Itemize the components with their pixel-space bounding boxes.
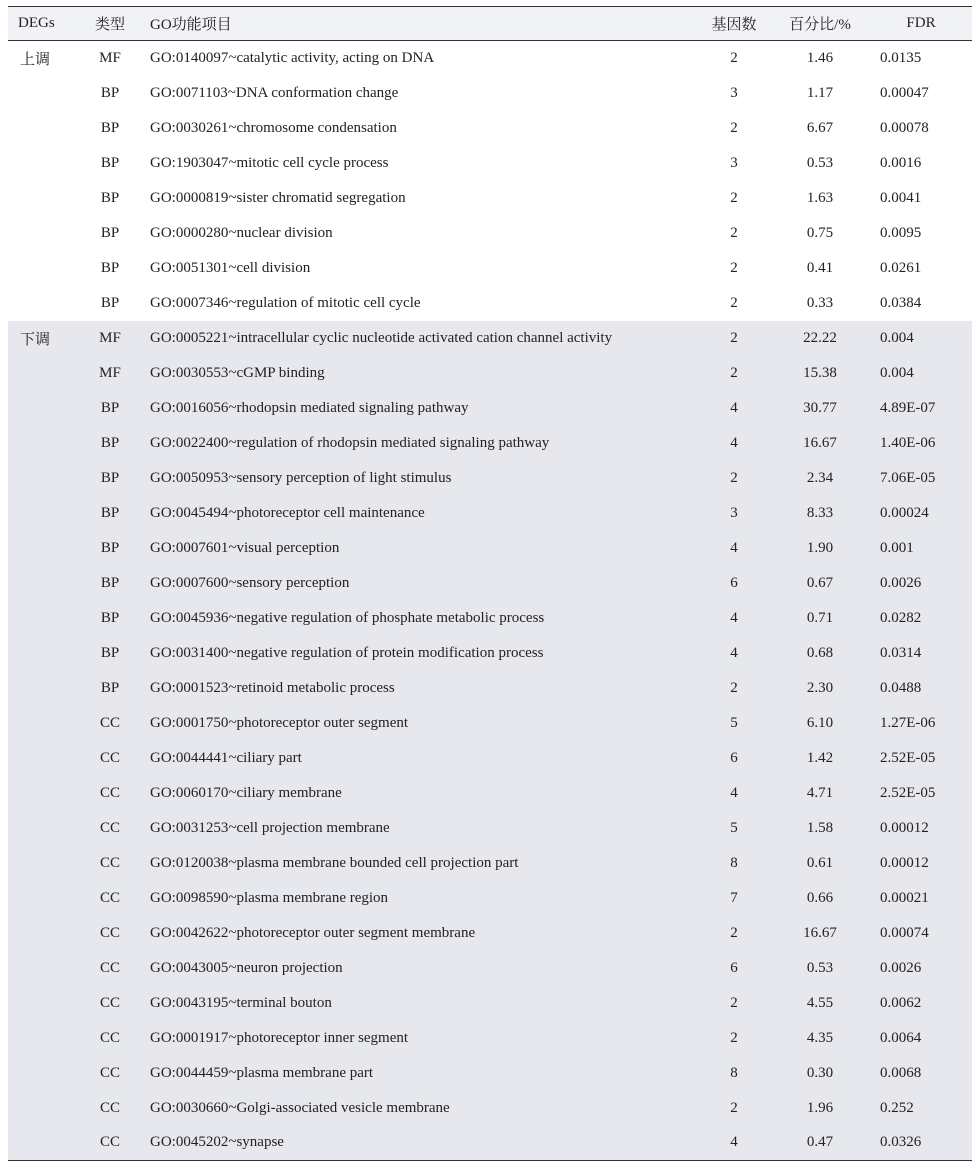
table-row — [8, 76, 972, 111]
cell-percent: 0.33 — [806, 294, 834, 311]
cell-go-term: GO:0051301~cell division — [150, 259, 311, 276]
cell-degs-group — [8, 986, 78, 1021]
cell-gene-count: 3 — [730, 154, 738, 171]
cell-percent: 0.61 — [806, 854, 834, 871]
cell-gene-count: 2 — [730, 924, 738, 941]
cell-type: BP — [100, 469, 120, 486]
cell-go-term: GO:0045936~negative regulation of phosphate metabolic process — [150, 609, 545, 626]
cell-go-term: GO:0060170~ciliary membrane — [150, 784, 342, 801]
cell-percent: 4.55 — [806, 994, 834, 1011]
cell-gene-count: 8 — [730, 854, 738, 871]
cell-degs-group — [8, 566, 78, 601]
cell-fdr: 0.001 — [880, 539, 914, 556]
table-row — [8, 1021, 972, 1056]
cell-go-term: GO:0050953~sensory perception of light stimulus — [150, 469, 452, 486]
cell-fdr: 0.0068 — [880, 1064, 922, 1081]
cell-go-term: GO:0042622~photoreceptor outer segment membrane — [150, 924, 476, 941]
cell-type: CC — [99, 819, 120, 836]
header-type: 类型 — [78, 7, 142, 41]
cell-gene-count: 8 — [730, 1064, 738, 1081]
cell-go-term: GO:0031400~negative regulation of protein modification process — [150, 644, 544, 661]
cell-percent: 0.66 — [806, 889, 834, 906]
cell-go-term: GO:0031253~cell projection membrane — [150, 819, 390, 836]
cell-gene-count: 2 — [730, 994, 738, 1011]
cell-percent: 0.75 — [806, 224, 834, 241]
cell-degs-group — [8, 1021, 78, 1056]
cell-go-term: GO:0045494~photoreceptor cell maintenance — [150, 504, 425, 521]
cell-fdr: 0.0016 — [880, 154, 922, 171]
cell-go-term: GO:0001523~retinoid metabolic process — [150, 679, 395, 696]
cell-go-term: GO:0001917~photoreceptor inner segment — [150, 1029, 409, 1046]
cell-go-term: GO:0030553~cGMP binding — [150, 364, 325, 381]
cell-type: BP — [100, 609, 120, 626]
cell-fdr: 0.0314 — [880, 644, 922, 661]
cell-percent: 1.42 — [806, 749, 834, 766]
cell-degs-group — [8, 76, 78, 111]
table-row — [8, 566, 972, 601]
cell-degs-group: 上调 — [20, 51, 51, 68]
cell-degs-group — [8, 706, 78, 741]
cell-percent: 4.71 — [806, 784, 834, 801]
cell-degs-group — [8, 111, 78, 146]
cell-fdr: 2.52E-05 — [880, 784, 936, 801]
cell-fdr: 0.0261 — [880, 259, 922, 276]
cell-fdr: 0.00078 — [880, 119, 929, 136]
cell-type: CC — [99, 749, 120, 766]
cell-fdr: 0.0026 — [880, 574, 922, 591]
table-row — [8, 846, 972, 881]
cell-type: CC — [99, 1064, 120, 1081]
cell-type: MF — [99, 329, 121, 346]
table-row — [8, 601, 972, 636]
cell-percent: 1.17 — [806, 84, 834, 101]
cell-go-term: GO:0140097~catalytic activity, acting on DNA — [150, 49, 435, 66]
cell-type: BP — [100, 119, 120, 136]
header-gene-count: 基因数 — [698, 7, 770, 41]
cell-gene-count: 4 — [730, 434, 738, 451]
cell-degs-group — [8, 916, 78, 951]
cell-go-term: GO:0030261~chromosome condensation — [150, 119, 397, 136]
cell-gene-count: 6 — [730, 574, 738, 591]
header-go-term: GO功能项目 — [142, 7, 698, 41]
cell-degs-group — [8, 741, 78, 776]
table-row — [8, 41, 972, 76]
header-row — [8, 7, 972, 41]
cell-fdr: 4.89E-07 — [880, 399, 936, 416]
cell-gene-count: 2 — [730, 49, 738, 66]
cell-percent: 1.63 — [806, 189, 834, 206]
cell-type: MF — [99, 49, 121, 66]
cell-degs-group — [8, 601, 78, 636]
cell-type: MF — [99, 364, 121, 381]
cell-percent: 2.30 — [806, 679, 834, 696]
go-enrichment-table — [8, 6, 972, 1161]
cell-degs-group — [8, 391, 78, 426]
cell-type: CC — [99, 1029, 120, 1046]
cell-degs-group — [8, 846, 78, 881]
cell-fdr: 0.0326 — [870, 1126, 972, 1161]
cell-go-term: GO:0007346~regulation of mitotic cell cycle — [150, 294, 421, 311]
table-row — [8, 1056, 972, 1091]
cell-fdr: 0.00024 — [880, 504, 929, 521]
table-row — [8, 426, 972, 461]
cell-type: BP — [100, 574, 120, 591]
cell-gene-count: 7 — [730, 889, 738, 906]
cell-fdr: 0.004 — [880, 329, 914, 346]
cell-gene-count: 6 — [730, 749, 738, 766]
table-row — [8, 636, 972, 671]
table-row — [8, 951, 972, 986]
cell-percent: 30.77 — [803, 399, 837, 416]
cell-degs-group — [8, 251, 78, 286]
cell-gene-count: 4 — [730, 784, 738, 801]
cell-degs-group — [8, 1091, 78, 1126]
cell-fdr: 0.0095 — [880, 224, 922, 241]
cell-type: BP — [100, 84, 120, 101]
cell-percent: 6.67 — [806, 119, 834, 136]
cell-percent: 0.71 — [806, 609, 834, 626]
cell-degs-group — [8, 671, 78, 706]
table-body — [8, 41, 972, 1161]
cell-gene-count: 2 — [730, 469, 738, 486]
cell-fdr: 0.252 — [880, 1099, 914, 1116]
cell-percent: 0.53 — [806, 959, 834, 976]
cell-gene-count: 4 — [730, 399, 738, 416]
cell-go-term: GO:0045202~synapse — [142, 1126, 698, 1161]
cell-type: BP — [100, 259, 120, 276]
cell-degs-group: 下调 — [20, 331, 51, 348]
cell-gene-count: 4 — [730, 539, 738, 556]
cell-type: BP — [100, 504, 120, 521]
cell-percent: 8.33 — [806, 504, 834, 521]
table-row — [8, 531, 972, 566]
cell-type: CC — [99, 959, 120, 976]
table-row — [8, 671, 972, 706]
cell-percent: 0.41 — [806, 259, 834, 276]
cell-type: CC — [99, 714, 120, 731]
table-row — [8, 321, 972, 356]
table-row — [8, 1091, 972, 1126]
table-row — [8, 146, 972, 181]
header-percent: 百分比/% — [770, 7, 870, 41]
cell-gene-count: 4 — [730, 609, 738, 626]
cell-percent: 16.67 — [803, 434, 837, 451]
cell-go-term: GO:0000819~sister chromatid segregation — [150, 189, 406, 206]
cell-gene-count: 2 — [730, 1099, 738, 1116]
cell-type: BP — [100, 679, 120, 696]
cell-fdr: 0.00047 — [880, 84, 929, 101]
cell-degs-group — [8, 531, 78, 566]
cell-fdr: 7.06E-05 — [880, 469, 936, 486]
cell-go-term: GO:0030660~Golgi-associated vesicle membrane — [150, 1099, 450, 1116]
table-row — [8, 496, 972, 531]
cell-degs-group — [8, 881, 78, 916]
cell-percent: 0.68 — [806, 644, 834, 661]
cell-type: CC — [99, 854, 120, 871]
cell-percent: 0.47 — [770, 1126, 870, 1161]
cell-gene-count: 2 — [730, 364, 738, 381]
cell-gene-count: 6 — [730, 959, 738, 976]
cell-fdr: 0.0026 — [880, 959, 922, 976]
cell-percent: 1.46 — [806, 49, 834, 66]
cell-degs-group — [8, 426, 78, 461]
cell-percent: 22.22 — [803, 329, 837, 346]
header-fdr: FDR — [870, 7, 972, 41]
cell-gene-count: 2 — [730, 294, 738, 311]
cell-gene-count: 2 — [730, 679, 738, 696]
cell-percent: 1.58 — [806, 819, 834, 836]
table-row — [8, 251, 972, 286]
cell-degs-group — [8, 146, 78, 181]
cell-gene-count: 4 — [730, 644, 738, 661]
cell-percent: 0.67 — [806, 574, 834, 591]
cell-type: CC — [99, 1099, 120, 1116]
cell-degs-group — [8, 951, 78, 986]
table-row — [8, 881, 972, 916]
header-degs: DEGs — [8, 7, 78, 41]
cell-fdr: 2.52E-05 — [880, 749, 936, 766]
cell-degs-group — [8, 356, 78, 391]
cell-type: CC — [99, 994, 120, 1011]
cell-type: BP — [100, 189, 120, 206]
cell-gene-count: 2 — [730, 224, 738, 241]
cell-go-term: GO:0007600~sensory perception — [150, 574, 350, 591]
table-row — [8, 216, 972, 251]
cell-gene-count: 3 — [730, 504, 738, 521]
cell-percent: 16.67 — [803, 924, 837, 941]
cell-gene-count: 5 — [730, 714, 738, 731]
cell-go-term: GO:0044441~ciliary part — [150, 749, 302, 766]
cell-fdr: 0.00012 — [880, 819, 929, 836]
cell-go-term: GO:1903047~mitotic cell cycle process — [150, 154, 389, 171]
cell-degs-group — [8, 496, 78, 531]
cell-fdr: 0.00021 — [880, 889, 929, 906]
table-row — [8, 776, 972, 811]
cell-go-term: GO:0043005~neuron projection — [150, 959, 343, 976]
cell-percent: 0.30 — [806, 1064, 834, 1081]
cell-percent: 2.34 — [806, 469, 834, 486]
cell-degs-group — [8, 216, 78, 251]
cell-gene-count: 2 — [730, 119, 738, 136]
cell-percent: 15.38 — [803, 364, 837, 381]
cell-go-term: GO:0043195~terminal bouton — [150, 994, 332, 1011]
table-row — [8, 986, 972, 1021]
cell-gene-count: 2 — [730, 189, 738, 206]
cell-fdr: 1.27E-06 — [880, 714, 936, 731]
cell-type: BP — [100, 224, 120, 241]
cell-type: CC — [99, 924, 120, 941]
cell-percent: 1.90 — [806, 539, 834, 556]
table-row — [8, 706, 972, 741]
cell-gene-count: 5 — [730, 819, 738, 836]
cell-percent: 6.10 — [806, 714, 834, 731]
table-row — [8, 111, 972, 146]
table-row — [8, 916, 972, 951]
cell-go-term: GO:0005221~intracellular cyclic nucleotide activated cation channel activity — [150, 329, 613, 346]
cell-fdr: 0.0064 — [880, 1029, 922, 1046]
cell-degs-group — [8, 636, 78, 671]
table-row — [8, 811, 972, 846]
table-row — [8, 181, 972, 216]
cell-degs-group — [8, 776, 78, 811]
cell-fdr: 0.004 — [880, 364, 914, 381]
table-row — [8, 286, 972, 321]
cell-type: CC — [99, 784, 120, 801]
cell-type: BP — [100, 399, 120, 416]
table-row — [8, 461, 972, 496]
cell-gene-count: 4 — [698, 1126, 770, 1161]
cell-fdr: 0.0135 — [880, 49, 922, 66]
cell-type: BP — [100, 154, 120, 171]
cell-type: BP — [100, 644, 120, 661]
cell-go-term: GO:0022400~regulation of rhodopsin mediated signaling pathway — [150, 434, 550, 451]
cell-fdr: 0.0041 — [880, 189, 922, 206]
cell-gene-count: 3 — [730, 84, 738, 101]
cell-go-term: GO:0000280~nuclear division — [150, 224, 333, 241]
cell-gene-count: 2 — [730, 1029, 738, 1046]
cell-type: BP — [100, 434, 120, 451]
cell-go-term: GO:0120038~plasma membrane bounded cell projection part — [150, 854, 519, 871]
cell-type: BP — [100, 539, 120, 556]
cell-go-term: GO:0001750~photoreceptor outer segment — [150, 714, 409, 731]
cell-degs-group — [8, 1126, 78, 1161]
cell-go-term: GO:0007601~visual perception — [150, 539, 340, 556]
cell-fdr: 0.0282 — [880, 609, 922, 626]
cell-fdr: 0.00012 — [880, 854, 929, 871]
table-row — [8, 1126, 972, 1161]
cell-go-term: GO:0044459~plasma membrane part — [150, 1064, 374, 1081]
cell-fdr: 0.0488 — [880, 679, 922, 696]
cell-type: BP — [100, 294, 120, 311]
cell-percent: 4.35 — [806, 1029, 834, 1046]
cell-go-term: GO:0071103~DNA conformation change — [150, 84, 399, 101]
cell-degs-group — [8, 181, 78, 216]
cell-percent: 1.96 — [806, 1099, 834, 1116]
cell-fdr: 0.0062 — [880, 994, 922, 1011]
cell-go-term: GO:0098590~plasma membrane region — [150, 889, 389, 906]
cell-percent: 0.53 — [806, 154, 834, 171]
table-row — [8, 356, 972, 391]
cell-fdr: 0.0384 — [880, 294, 922, 311]
cell-fdr: 1.40E-06 — [880, 434, 936, 451]
cell-type: CC — [99, 889, 120, 906]
cell-degs-group — [8, 461, 78, 496]
cell-degs-group — [8, 1056, 78, 1091]
cell-go-term: GO:0016056~rhodopsin mediated signaling pathway — [150, 399, 469, 416]
table-row — [8, 741, 972, 776]
cell-degs-group — [8, 811, 78, 846]
cell-fdr: 0.00074 — [880, 924, 929, 941]
cell-type: CC — [78, 1126, 142, 1161]
cell-degs-group — [8, 286, 78, 321]
table-row — [8, 391, 972, 426]
cell-gene-count: 2 — [730, 259, 738, 276]
cell-gene-count: 2 — [730, 329, 738, 346]
